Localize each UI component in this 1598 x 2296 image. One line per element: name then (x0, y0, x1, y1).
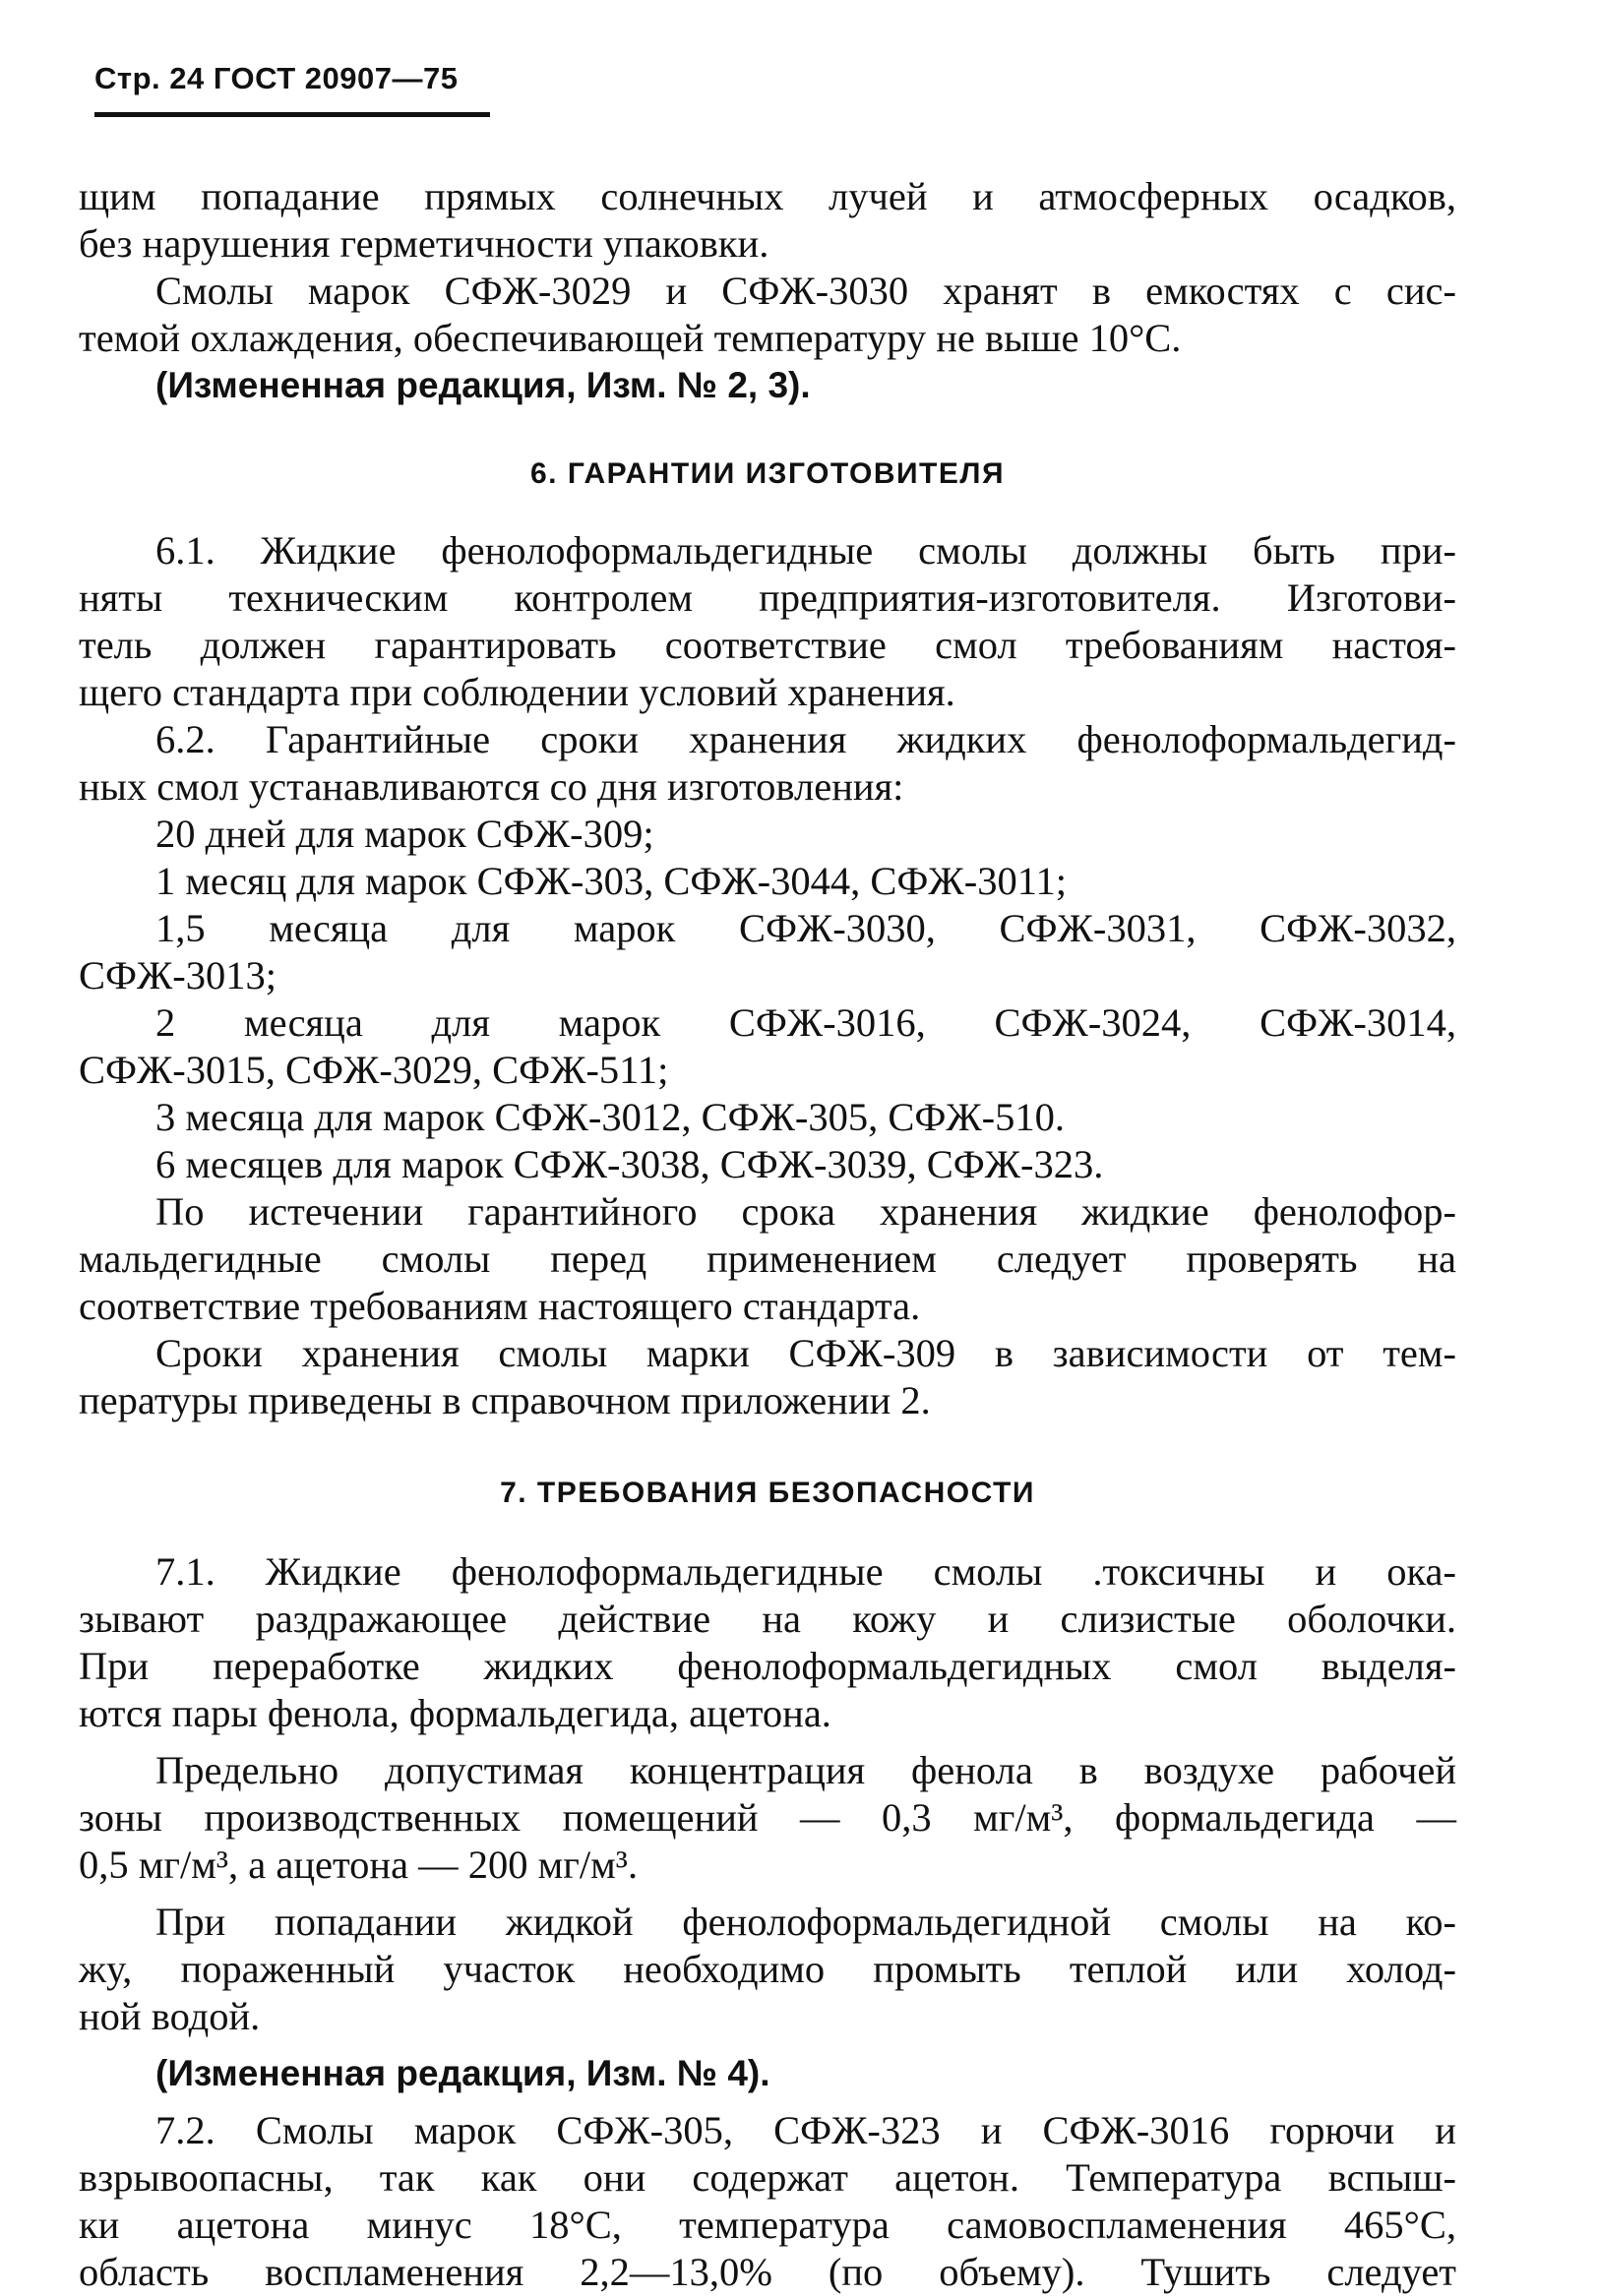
text-line: Предельно допустимая концентрация фенола в воздухе рабочей (155, 1748, 1456, 1792)
text-line: 6.2. Гарантийные сроки хранения жидких фенолоформальдегид- (155, 717, 1456, 761)
text-line: щего стандарта при соблюдении условий хранения. (79, 670, 955, 714)
amendment-note: (Измененная редакция, Изм. № 2, 3). (155, 365, 811, 405)
text-line: щим попадание прямых солнечных лучей и атмосферных осадков, (79, 174, 1456, 218)
text-line: няты техническим контролем предприятия-изготовителя. Изготови- (79, 575, 1456, 620)
text-line: При переработке жидких фенолоформальдегидных смол выделя- (79, 1644, 1456, 1688)
list-item: 2 месяца для марок СФЖ-3016, СФЖ-3024, СФЖ-3014, (155, 1000, 1456, 1045)
text-line: ных смол устанавливаются со дня изготовления: (79, 764, 904, 809)
amendment-note: (Измененная редакция, Изм. № 4). (155, 2053, 770, 2093)
text-line: соответствие требованиям настоящего стандарта. (79, 1284, 921, 1328)
text-line: мальдегидные смолы перед применением следует проверять на (79, 1237, 1456, 1281)
text-line: ки ацетона минус 18°С, температура самовоспламенения 465°С, (79, 2203, 1456, 2247)
text-line: жу, пораженный участок необходимо промыть теплой или холод- (79, 1947, 1456, 1991)
text-line: пературы приведены в справочном приложении 2. (79, 1378, 931, 1422)
text-line: взрывоопасны, так как они содержат ацетон. Температура вспыш- (79, 2155, 1456, 2200)
list-item: 20 дней для марок СФЖ-309; (155, 812, 654, 856)
text-line: область воспламенения 2,2—13,0% (по объему). Тушить следует (79, 2250, 1456, 2294)
text-line: 7.2. Смолы марок СФЖ-305, СФЖ-323 и СФЖ-3016 горючи и (155, 2108, 1456, 2152)
text-line: Сроки хранения смолы марки СФЖ-309 в зависимости от тем- (155, 1331, 1456, 1375)
list-item: 1,5 месяца для марок СФЖ-3030, СФЖ-3031, СФЖ-3032, (155, 906, 1456, 950)
text-line: СФЖ-3013; (79, 953, 277, 997)
text-line: тель должен гарантировать соответствие смол требованиям настоя- (79, 623, 1456, 667)
list-item: 1 месяц для марок СФЖ-303, СФЖ-3044, СФЖ-3011; (155, 859, 1067, 903)
text-line: ются пары фенола, формальдегида, ацетона. (79, 1691, 831, 1735)
text-line: 0,5 мг/м³, а ацетона — 200 мг/м³. (79, 1843, 639, 1887)
text-line: По истечении гарантийного срока хранения жидкие фенолофор- (155, 1189, 1456, 1234)
section-heading-7: 7. ТРЕБОВАНИЯ БЕЗОПАСНОСТИ (500, 1477, 1035, 1509)
list-item: 3 месяца для марок СФЖ-3012, СФЖ-305, СФЖ-510. (155, 1095, 1066, 1139)
text-line: темой охлаждения, обеспечивающей температуру не выше 10°С. (79, 316, 1182, 360)
text-line: ной водой. (79, 1994, 261, 2038)
text-line: без нарушения герметичности упаковки. (79, 221, 769, 266)
text-line: Смолы марок СФЖ-3029 и СФЖ-3030 хранят в емкостях с сис- (155, 269, 1456, 313)
text-line: При попадании жидкой фенолоформальдегидной смолы на ко- (155, 1900, 1456, 1944)
text-line: зоны производственных помещений — 0,3 мг/м³, формальдегида — (79, 1795, 1456, 1840)
section-heading-6: 6. ГАРАНТИИ ИЗГОТОВИТЕЛЯ (529, 457, 1005, 490)
text-line: зывают раздражающее действие на кожу и слизистые оболочки. (79, 1597, 1456, 1641)
text-line: СФЖ-3015, СФЖ-3029, СФЖ-511; (79, 1048, 669, 1092)
text-line: 7.1. Жидкие фенолоформальдегидные смолы .токсичны и ока- (155, 1549, 1456, 1594)
text-line: 6.1. Жидкие фенолоформальдегидные смолы должны быть при- (155, 528, 1456, 573)
document-body (79, 173, 1456, 2296)
page-header: Стр. 24 ГОСТ 20907—75 (94, 61, 490, 117)
list-item: 6 месяцев для марок СФЖ-3038, СФЖ-3039, СФЖ-323. (155, 1142, 1104, 1186)
